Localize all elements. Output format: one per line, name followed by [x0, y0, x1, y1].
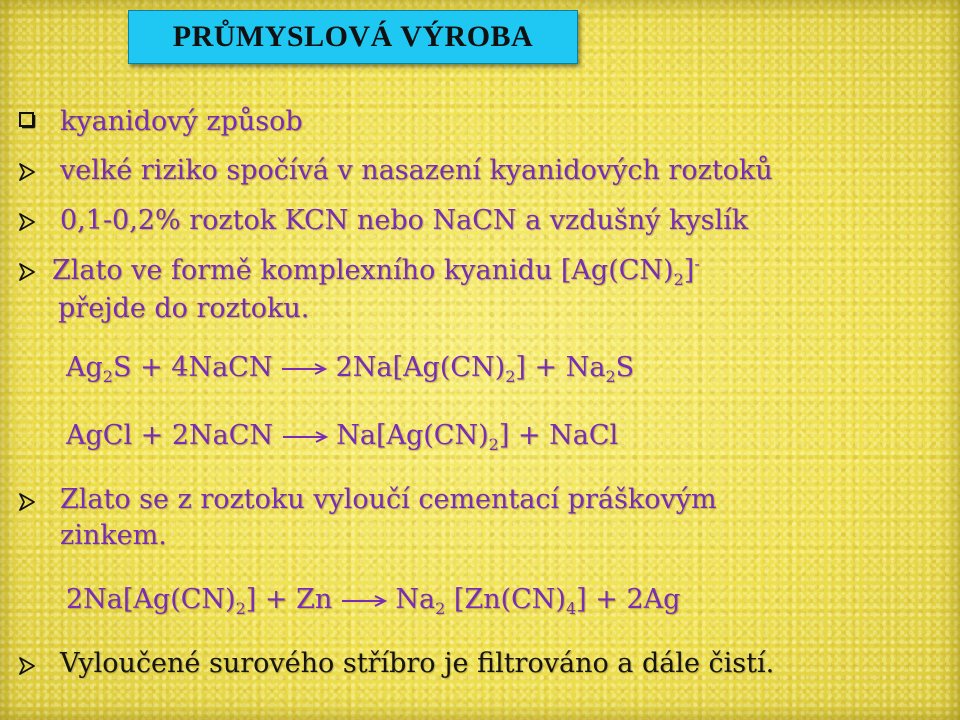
arrow-bullet-icon: [18, 262, 36, 282]
eq-part: [Zn(CN): [445, 584, 566, 615]
subscript: 2: [673, 270, 684, 289]
bullet-text-1: kyanidový způsob: [60, 106, 303, 137]
bullet-text-6: Vyloučené surového stříbro je filtrováno a dále čistí.: [60, 648, 775, 679]
eq-part: ] + Zn: [245, 584, 341, 615]
eq-part: Ag: [66, 352, 103, 383]
eq-part: Na: [386, 584, 436, 615]
bullet-text-4: [52, 255, 700, 287]
bullet-text-5: Zlato se z roztoku vyloučí cementací práškovým: [60, 484, 717, 515]
arrow-bullet-icon: [18, 492, 36, 512]
subscript: 2: [505, 367, 516, 386]
arrow-bullet-icon: [18, 162, 36, 182]
subscript: 2: [605, 367, 616, 386]
equation-2: [66, 420, 618, 452]
eq-part: S: [615, 352, 635, 383]
bullet-text-2: velké riziko spočívá v nasazení kyanidových roztoků: [60, 155, 773, 186]
subscript: 4: [565, 599, 577, 618]
equation-3: [66, 584, 680, 616]
bullet-4-part: Zlato ve formě komplexního kyanidu [Ag(CN): [52, 255, 674, 286]
slide-title: PRŮMYSLOVÁ VÝROBA: [172, 20, 534, 53]
subscript: 2: [435, 599, 446, 618]
eq-part: Na[Ag(CN): [327, 420, 489, 451]
superscript: -: [694, 254, 700, 273]
bullet-text-5-cont: zinkem.: [60, 520, 167, 551]
subscript: 2: [102, 367, 113, 386]
eq-part: ] + NaCl: [498, 420, 619, 451]
eq-part: ] + 2Ag: [576, 584, 681, 615]
reaction-arrow-icon: [281, 362, 327, 376]
eq-part: ] + Na: [515, 352, 606, 383]
title-box: [128, 10, 578, 64]
subscript: 2: [488, 435, 499, 454]
eq-part: 2Na[Ag(CN): [66, 584, 236, 615]
bullet-4-part: ]: [683, 255, 695, 286]
subscript: 2: [235, 599, 246, 618]
eq-part: AgCl + 2NaCN: [66, 420, 282, 451]
reaction-arrow-icon: [341, 594, 387, 608]
checkbox-bullet-icon: [18, 110, 36, 130]
arrow-bullet-icon: [18, 656, 36, 676]
eq-part: S + 4NaCN: [112, 352, 282, 383]
bullet-text-4-cont: přejde do roztoku.: [58, 293, 310, 324]
equation-1: [66, 352, 634, 384]
bullet-text-3: 0,1-0,2% roztok KCN nebo NaCN a vzdušný kyslík: [60, 205, 749, 236]
arrow-bullet-icon: [18, 212, 36, 232]
reaction-arrow-icon: [282, 430, 328, 444]
eq-part: 2Na[Ag(CN): [327, 352, 506, 383]
